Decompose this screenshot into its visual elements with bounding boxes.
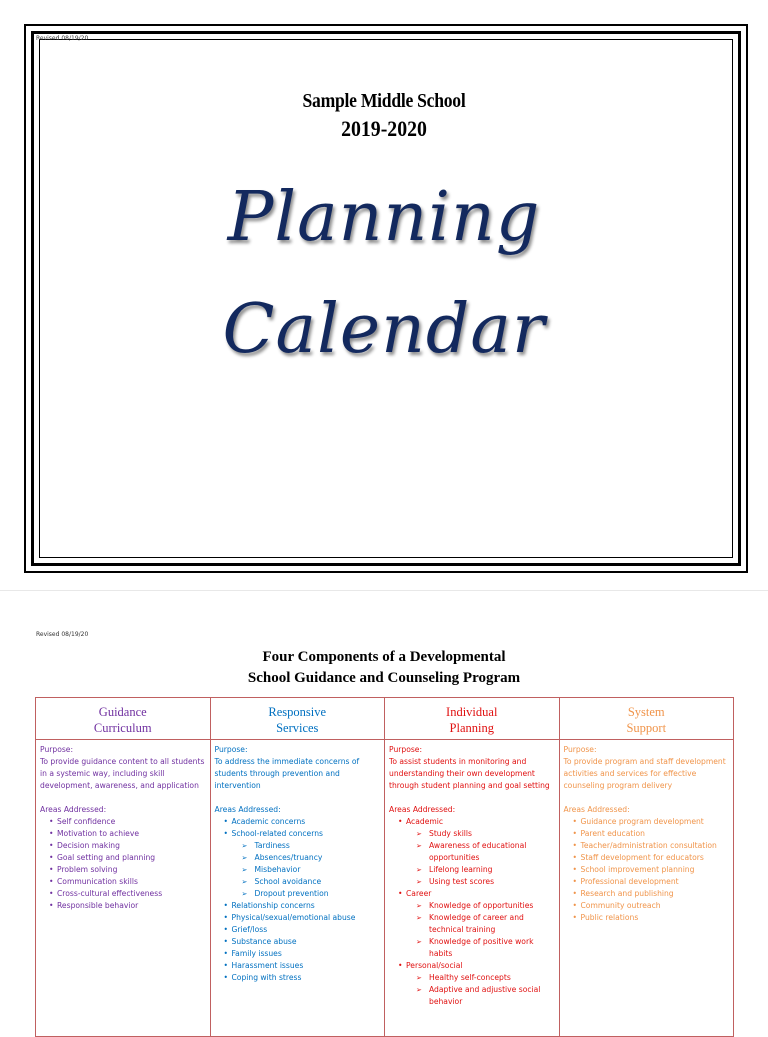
area-item: [224, 900, 381, 912]
area-subitem: ➢ Awareness of educational opportunities: [416, 840, 555, 864]
area-item: [398, 960, 555, 1008]
area-item: [224, 828, 381, 900]
area-subitem: ➢ Adaptive and adjustive social behavior: [416, 984, 555, 1008]
header-guidance-curriculum: [36, 698, 211, 740]
purpose-label: Purpose:: [214, 745, 248, 754]
areas-label: Areas Addressed:: [389, 805, 456, 814]
area-subitem: ➢ Knowledge of opportunities: [416, 900, 555, 912]
page-heading: [0, 647, 768, 689]
area-item-label: Harassment issues: [231, 961, 304, 970]
revised-date: Revised 08/19/20: [36, 631, 89, 638]
heading-line-2: School Guidance and Counseling Program: [247, 670, 521, 686]
header-title-line-2: Services: [276, 721, 319, 735]
area-item: [224, 912, 381, 924]
area-item: [573, 876, 730, 888]
school-name: Sample Middle School: [302, 90, 466, 112]
area-item-label: Responsible behavior: [57, 901, 139, 910]
area-item-label: Teacher/administration consultation: [580, 841, 717, 850]
areas-list: [215, 816, 381, 984]
area-subitem: ➢ Dropout prevention: [242, 888, 381, 900]
area-item: [49, 888, 206, 900]
areas-list: [564, 816, 730, 924]
areas-label: Areas Addressed:: [40, 805, 107, 814]
area-item: [49, 852, 206, 864]
area-item-label: Community outreach: [580, 901, 661, 910]
area-item: [573, 828, 730, 840]
areas-label: Areas Addressed:: [214, 805, 281, 814]
components-table: [35, 697, 734, 1037]
area-subitem: ➢ School avoidance: [242, 876, 381, 888]
area-subitem: ➢ Misbehavior: [242, 864, 381, 876]
area-item-label: Academic: [406, 817, 444, 826]
area-item-label: Public relations: [580, 913, 639, 922]
area-item: [573, 900, 730, 912]
area-subitem: ➢ Healthy self-concepts: [416, 972, 555, 984]
header-title-line-2: Support: [626, 721, 667, 735]
purpose-text: To address the immediate concerns of students through prevention and intervention: [214, 757, 360, 790]
area-item: [224, 948, 381, 960]
area-item: [224, 972, 381, 984]
areas-list: [40, 816, 206, 912]
area-item-label: Research and publishing: [580, 889, 674, 898]
area-item-label: Communication skills: [57, 877, 138, 886]
area-item-label: Coping with stress: [231, 973, 302, 982]
area-item-label: Parent education: [580, 829, 645, 838]
area-item: [573, 912, 730, 924]
area-item-label: Relationship concerns: [231, 901, 315, 910]
area-sublist: [406, 972, 555, 1008]
title-planning: Planning: [227, 178, 541, 257]
area-item: [49, 828, 206, 840]
area-sublist: [232, 840, 381, 900]
area-item-label: Goal setting and planning: [57, 853, 156, 862]
area-subitem: ➢ Absences/truancy: [242, 852, 381, 864]
header-system-support: [559, 698, 734, 740]
area-item: [49, 900, 206, 912]
school-year: 2019-2020: [341, 116, 427, 141]
area-item-label: Family issues: [231, 949, 282, 958]
components-page: [0, 590, 768, 1025]
area-item-label: Motivation to achieve: [57, 829, 140, 838]
area-item-label: Academic concerns: [231, 817, 306, 826]
area-item: [49, 864, 206, 876]
area-item: [573, 864, 730, 876]
purpose-text: To provide program and staff development activities and services for effective counseling program delivery: [563, 757, 726, 790]
purpose-text: To provide guidance content to all students in a systemic way, including skill development, awareness, and application: [40, 757, 205, 790]
header-individual-planning: [385, 698, 560, 740]
area-item-label: School improvement planning: [580, 865, 695, 874]
area-item-label: Physical/sexual/emotional abuse: [231, 913, 356, 922]
area-item: [224, 816, 381, 828]
area-subitem: ➢ Study skills: [416, 828, 555, 840]
areas-label: Areas Addressed:: [563, 805, 630, 814]
area-item-label: Professional development: [580, 877, 679, 886]
body-guidance-curriculum: [36, 740, 211, 1037]
area-sublist: [406, 900, 555, 960]
purpose-text: To assist students in monitoring and understanding their own development through student planning and goal setting: [389, 757, 550, 790]
area-item: [398, 816, 555, 888]
area-item: [573, 888, 730, 900]
area-item: [224, 936, 381, 948]
purpose-label: Purpose:: [389, 745, 423, 754]
area-item-label: Cross-cultural effectiveness: [57, 889, 163, 898]
revised-date: Revised 08/19/20: [36, 35, 89, 42]
area-subitem: ➢ Tardiness: [242, 840, 381, 852]
purpose-label: Purpose:: [40, 745, 74, 754]
header-title-line-2: Planning: [449, 721, 494, 735]
body-system-support: [559, 740, 734, 1037]
areas-list: [389, 816, 555, 1008]
area-item-label: Grief/loss: [231, 925, 268, 934]
area-subitem: ➢ Using test scores: [416, 876, 555, 888]
area-item: [49, 840, 206, 852]
area-item-label: Substance abuse: [231, 937, 297, 946]
header-title-line-2: Curriculum: [93, 721, 152, 735]
header-title-line-1: System: [627, 705, 665, 719]
area-item: [573, 840, 730, 852]
title-calendar: Calendar: [222, 290, 546, 369]
area-item: [224, 960, 381, 972]
area-item: [573, 852, 730, 864]
area-subitem: ➢ Knowledge of positive work habits: [416, 936, 555, 960]
area-subitem: ➢ Lifelong learning: [416, 864, 555, 876]
heading-line-1: Four Components of a Developmental: [262, 649, 506, 665]
area-item-label: Decision making: [57, 841, 120, 850]
area-item: [224, 924, 381, 936]
body-individual-planning: [385, 740, 560, 1037]
area-item-label: Self confidence: [57, 817, 116, 826]
area-item-label: Career: [406, 889, 432, 898]
area-item: [573, 816, 730, 828]
header-title-line-1: Individual: [446, 705, 498, 719]
area-item: [398, 888, 555, 960]
header-title-line-1: Responsive: [268, 705, 327, 719]
table-body-row: [36, 740, 734, 1037]
area-item: [49, 816, 206, 828]
area-subitem: ➢ Knowledge of career and technical training: [416, 912, 555, 936]
area-item-label: Guidance program development: [580, 817, 704, 826]
area-item: [49, 876, 206, 888]
area-sublist: [406, 828, 555, 888]
table-header-row: [36, 698, 734, 740]
area-item-label: School-related concerns: [231, 829, 323, 838]
header-title-line-1: Guidance: [98, 705, 147, 719]
area-item-label: Personal/social: [406, 961, 463, 970]
header-responsive-services: [210, 698, 385, 740]
purpose-label: Purpose:: [563, 745, 597, 754]
body-responsive-services: [210, 740, 385, 1037]
area-item-label: Staff development for educators: [580, 853, 704, 862]
area-item-label: Problem solving: [57, 865, 118, 874]
